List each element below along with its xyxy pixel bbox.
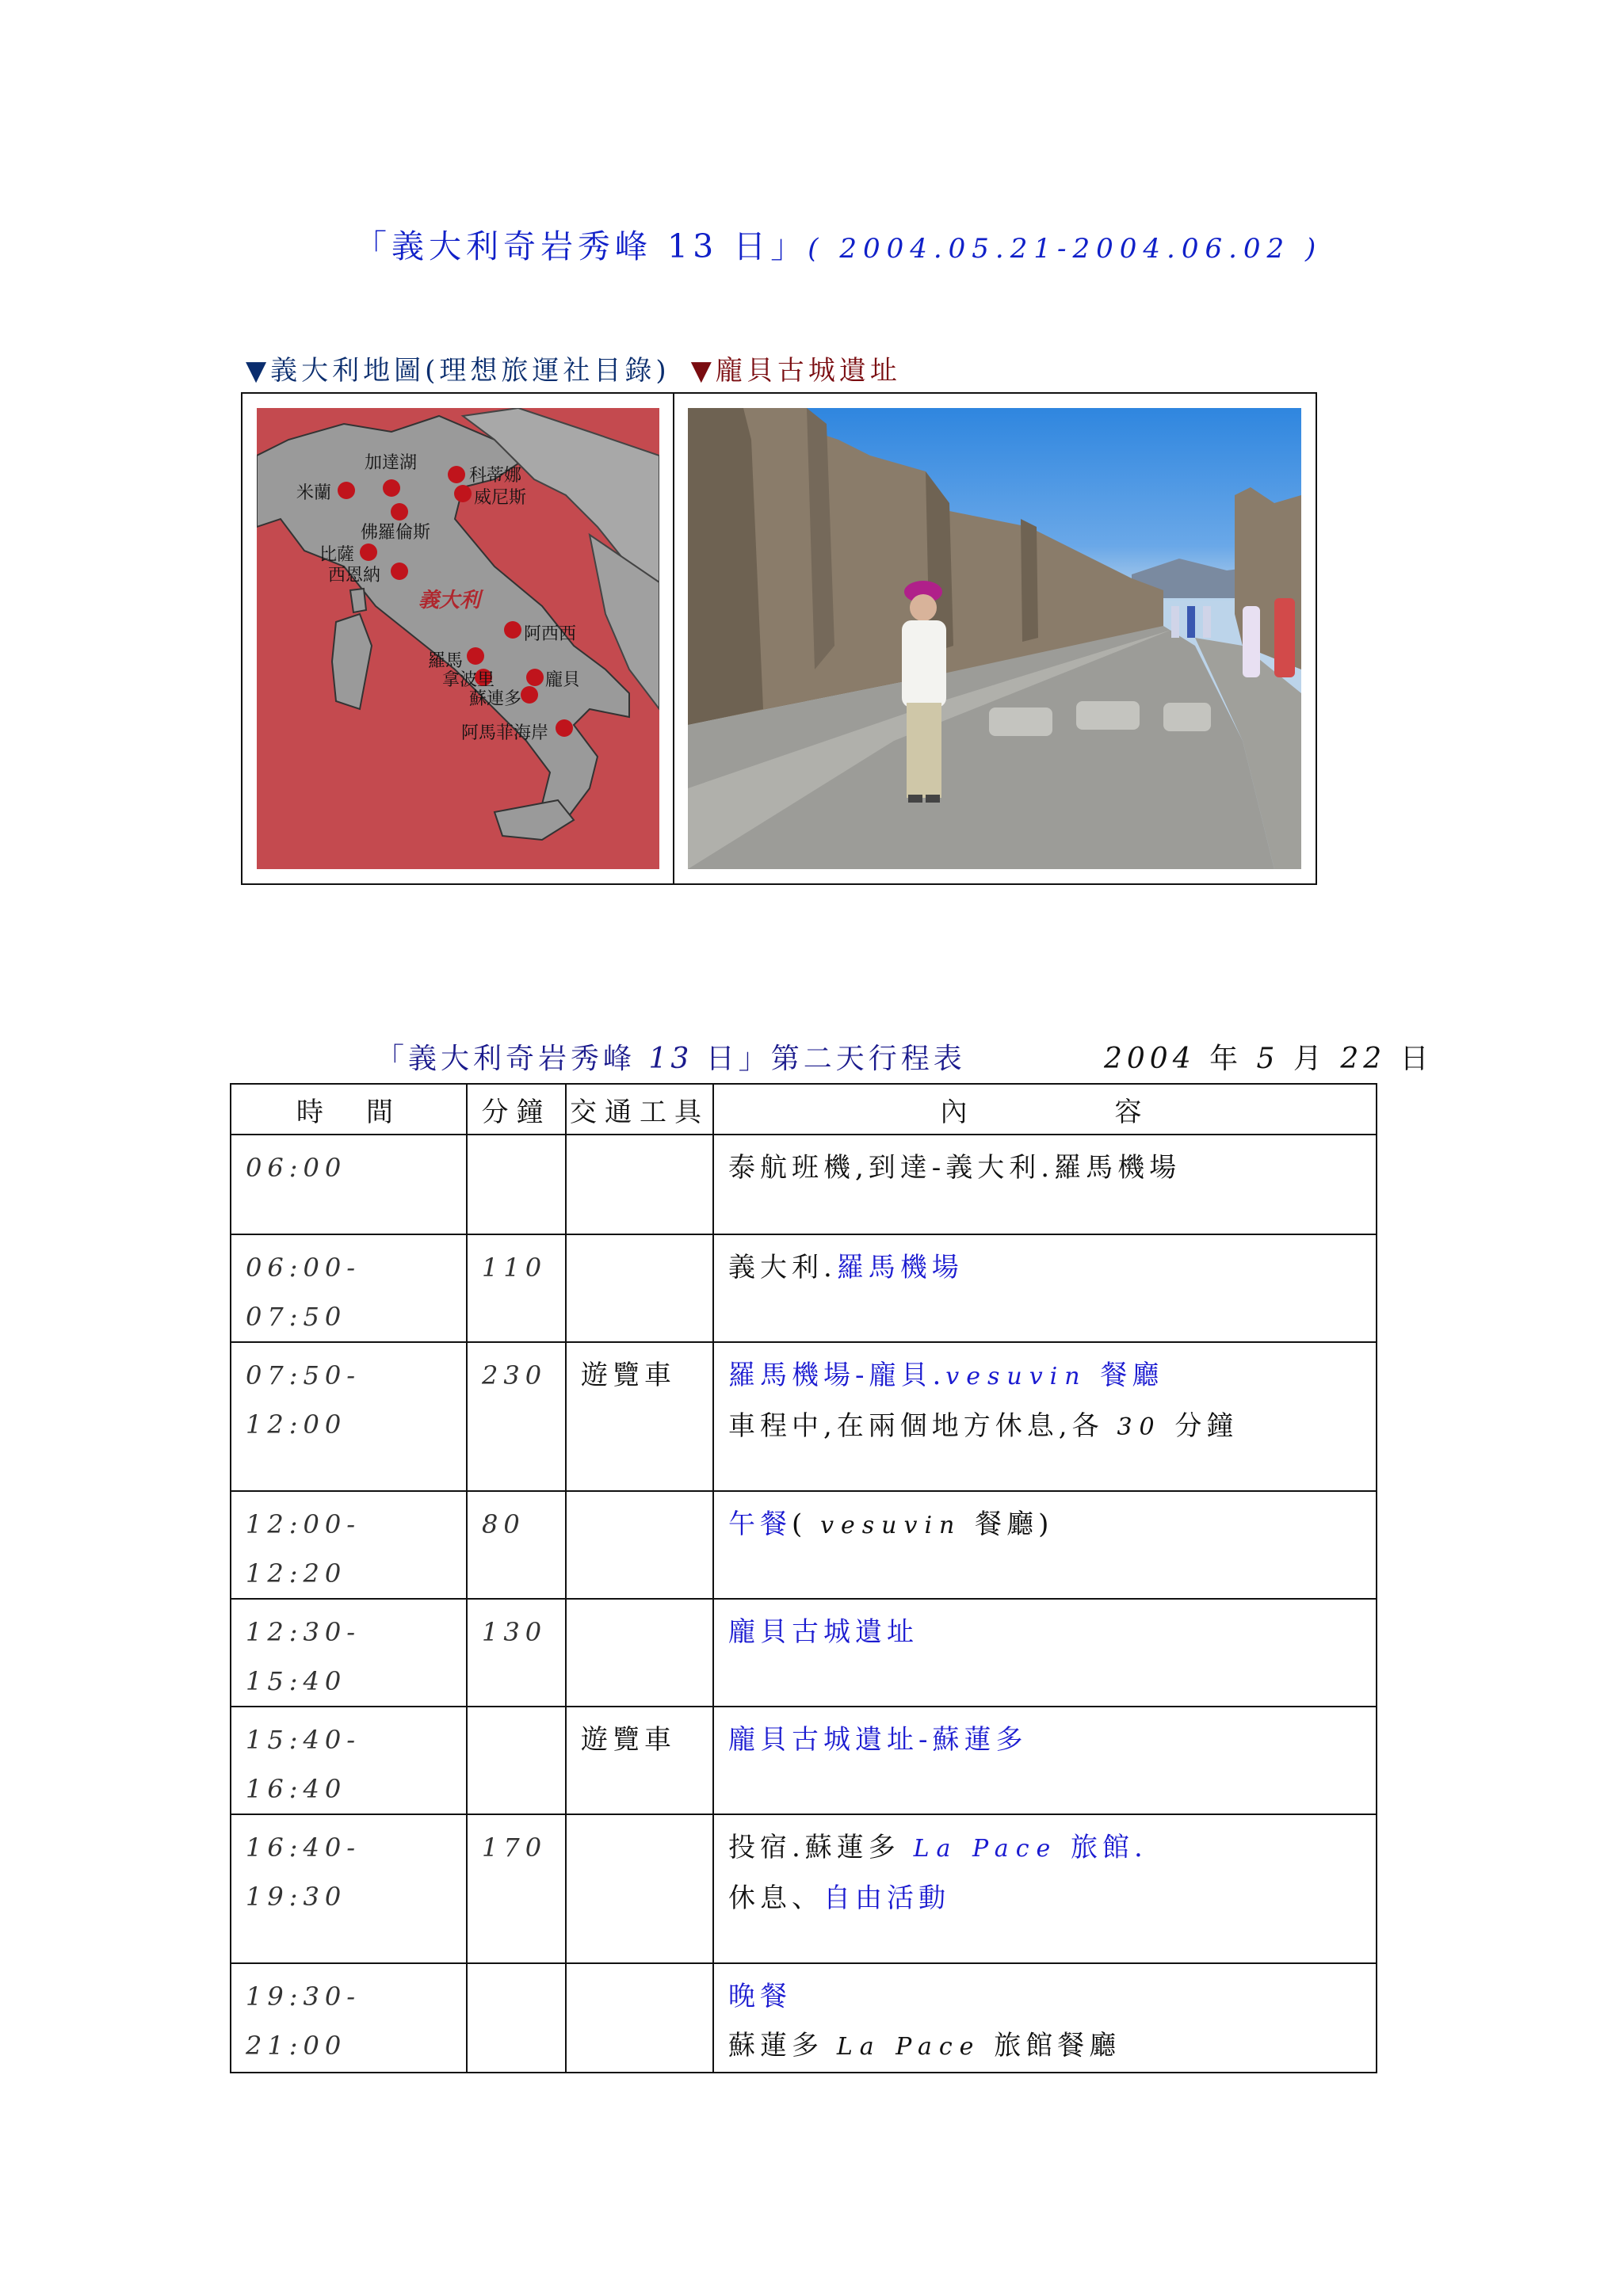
row-minutes-cell xyxy=(467,1342,566,1491)
row-transport-cell xyxy=(566,1707,713,1814)
row-content-cell xyxy=(713,1234,1377,1342)
row-transport-cell xyxy=(566,1135,713,1234)
city-label: 阿馬菲海岸 xyxy=(461,723,549,743)
schedule-row xyxy=(231,1814,1377,1963)
map-country-label: 義大利 xyxy=(418,589,481,612)
date-year-unit: 年 xyxy=(1195,1043,1257,1075)
row-time: 15:40-16:40 xyxy=(246,1725,361,1804)
row-content-cell xyxy=(713,1814,1377,1963)
map-caption: ▼義大利地圖(理想旅運社目錄) xyxy=(246,355,670,387)
row-minutes: 110 xyxy=(482,1253,548,1283)
row-transport-cell xyxy=(566,1599,713,1707)
content-line xyxy=(728,1823,1361,1874)
row-minutes xyxy=(468,1964,565,1972)
row-content xyxy=(714,1343,1376,1452)
photo-frame xyxy=(241,392,1317,885)
row-content xyxy=(714,1235,1376,1292)
city-label: 羅馬 xyxy=(428,651,464,671)
content-line xyxy=(728,1608,1361,1657)
content-segment: 旅館. xyxy=(1057,1832,1148,1863)
row-transport xyxy=(567,1815,712,1823)
row-time-cell xyxy=(231,1234,467,1342)
content-line xyxy=(728,1715,1361,1764)
city-label: 比薩 xyxy=(319,545,355,565)
content-segment: 龐貝古城遺址-蘇蓮多 xyxy=(728,1724,1028,1756)
row-content-cell xyxy=(713,1135,1377,1234)
row-transport: 遊覽車 xyxy=(581,1724,676,1756)
row-transport-cell xyxy=(566,1342,713,1491)
row-minutes-cell xyxy=(467,1599,566,1707)
row-time: 12:30-15:40 xyxy=(246,1617,361,1696)
row-transport xyxy=(567,1135,712,1143)
row-content xyxy=(714,1707,1376,1764)
row-transport: 遊覽車 xyxy=(581,1360,676,1391)
row-minutes-cell xyxy=(467,1234,566,1342)
row-transport xyxy=(567,1235,712,1243)
photo-caption: ▼龐貝古城遺址 xyxy=(690,355,901,387)
header-minutes: 分鐘 xyxy=(467,1084,566,1135)
row-time-cell xyxy=(231,1707,467,1814)
content-line xyxy=(728,1143,1361,1192)
content-line xyxy=(728,1243,1361,1292)
date-month: 5 xyxy=(1256,1043,1280,1075)
row-content xyxy=(714,1492,1376,1550)
row-transport-cell xyxy=(566,1234,713,1342)
schedule-title-number: 13 xyxy=(648,1043,693,1075)
italy-map xyxy=(257,408,659,869)
row-minutes-cell xyxy=(467,1963,566,2073)
city-label: 佛羅倫斯 xyxy=(361,523,431,543)
row-content-cell xyxy=(713,1963,1377,2073)
content-line xyxy=(728,1874,1361,1923)
header-content: 內 容 xyxy=(713,1084,1377,1135)
header-transport: 交通工具 xyxy=(566,1084,713,1135)
content-line xyxy=(728,2021,1361,2072)
city-label: 龐貝 xyxy=(545,670,581,690)
schedule-title-suffix: 日」第二天行程表 xyxy=(693,1043,966,1075)
content-segment: 蘇蓮多 xyxy=(728,2030,837,2061)
title-dates: ( 2004.05.21-2004.06.02 ) xyxy=(808,233,1323,265)
pompeii-photo xyxy=(688,408,1301,869)
content-line xyxy=(728,1500,1361,1550)
content-segment: ( xyxy=(792,1508,821,1540)
row-transport-cell xyxy=(566,1491,713,1599)
row-transport-cell xyxy=(566,1814,713,1963)
row-time-cell xyxy=(231,1491,467,1599)
row-minutes-cell xyxy=(467,1491,566,1599)
content-segment: 旅館餐廳 xyxy=(980,2030,1121,2061)
content-segment: 分鐘 xyxy=(1161,1410,1239,1442)
row-time-cell xyxy=(231,1599,467,1707)
city-label: 蘇連多 xyxy=(469,689,522,709)
content-segment: 羅馬機場-龐貝. xyxy=(728,1360,946,1391)
pompeii-street-image xyxy=(688,408,1301,869)
schedule-row xyxy=(231,1491,1377,1599)
content-segment: 自由活動 xyxy=(823,1882,950,1914)
date-year: 2004 xyxy=(1104,1043,1196,1075)
row-minutes xyxy=(468,1707,565,1715)
schedule-row xyxy=(231,1135,1377,1234)
row-content xyxy=(714,1600,1376,1657)
document-title xyxy=(354,220,1322,267)
row-content xyxy=(714,1964,1376,2072)
content-line xyxy=(728,1351,1361,1402)
content-line xyxy=(728,1402,1361,1452)
row-minutes-cell xyxy=(467,1707,566,1814)
row-time: 12:00-12:20 xyxy=(246,1509,361,1589)
row-time-cell xyxy=(231,1814,467,1963)
row-content-cell xyxy=(713,1707,1377,1814)
row-minutes: 80 xyxy=(482,1509,525,1539)
city-label: 米蘭 xyxy=(296,483,332,503)
content-segment: La Pace xyxy=(836,2033,981,2061)
row-minutes xyxy=(468,1135,565,1143)
schedule-table xyxy=(230,1083,1377,2073)
row-time: 06:00-07:50 xyxy=(246,1253,361,1332)
schedule-title-prefix: 「義大利奇岩秀峰 xyxy=(376,1043,649,1075)
schedule-row xyxy=(231,1234,1377,1342)
schedule-row xyxy=(231,1707,1377,1814)
row-minutes-cell xyxy=(467,1135,566,1234)
content-segment: 30 xyxy=(1117,1413,1162,1441)
date-day-unit: 日 xyxy=(1386,1043,1434,1075)
row-time: 16:40-19:30 xyxy=(246,1833,361,1912)
row-content xyxy=(714,1815,1376,1923)
content-segment: La Pace xyxy=(913,1835,1058,1863)
content-segment: 泰航班機,到達-義大利.羅馬機場 xyxy=(728,1152,1182,1184)
content-segment: 投宿.蘇蓮多 xyxy=(728,1832,914,1863)
content-segment: 休息、 xyxy=(728,1882,823,1914)
row-minutes: 170 xyxy=(482,1833,548,1863)
city-label: 拿波里 xyxy=(442,670,495,690)
content-segment: 龐貝古城遺址 xyxy=(728,1616,918,1648)
city-label: 西恩納 xyxy=(328,566,381,585)
header-time: 時 間 xyxy=(231,1084,467,1135)
row-content xyxy=(714,1135,1376,1192)
content-segment: 午餐 xyxy=(728,1508,792,1540)
schedule-date xyxy=(1104,1036,1434,1077)
row-time: 19:30-21:00 xyxy=(246,1981,361,2061)
city-label: 科蒂娜 xyxy=(469,466,522,486)
row-time-cell xyxy=(231,1135,467,1234)
content-segment: vesuvin xyxy=(945,1363,1087,1390)
row-transport-cell xyxy=(566,1963,713,2073)
row-transport xyxy=(567,1964,712,1972)
schedule-title xyxy=(376,1036,966,1077)
row-content-cell xyxy=(713,1599,1377,1707)
row-time-cell xyxy=(231,1963,467,2073)
row-transport xyxy=(567,1600,712,1608)
date-day: 22 xyxy=(1340,1043,1387,1075)
content-segment: 餐廳) xyxy=(961,1508,1054,1540)
italy-map-shape xyxy=(257,408,659,869)
schedule-row xyxy=(231,1599,1377,1707)
title-text: 「義大利奇岩秀峰 13 日」 xyxy=(354,227,808,265)
content-segment: 晚餐 xyxy=(728,1981,792,2012)
date-month-unit: 月 xyxy=(1279,1043,1341,1075)
content-segment: 車程中,在兩個地方休息,各 xyxy=(728,1410,1117,1442)
content-segment: 羅馬機場 xyxy=(836,1252,964,1283)
schedule-row xyxy=(231,1963,1377,2073)
photo-captions xyxy=(246,349,901,387)
row-time: 06:00 xyxy=(246,1153,347,1183)
content-segment: vesuvin xyxy=(820,1512,962,1539)
frame-divider xyxy=(673,394,674,883)
row-time-cell xyxy=(231,1342,467,1491)
row-minutes: 130 xyxy=(482,1617,548,1647)
row-minutes-cell xyxy=(467,1814,566,1963)
row-content-cell xyxy=(713,1342,1377,1491)
city-label: 阿西西 xyxy=(524,624,577,644)
content-segment: 餐廳 xyxy=(1086,1360,1164,1391)
schedule-body xyxy=(231,1135,1377,2073)
city-label: 威尼斯 xyxy=(474,488,527,508)
schedule-row xyxy=(231,1342,1377,1491)
row-transport xyxy=(567,1492,712,1500)
row-time: 07:50-12:00 xyxy=(246,1360,361,1440)
row-minutes: 230 xyxy=(482,1360,548,1390)
row-content-cell xyxy=(713,1491,1377,1599)
content-line xyxy=(728,1972,1361,2021)
content-segment: 義大利. xyxy=(728,1252,837,1283)
schedule-header-row xyxy=(231,1084,1377,1135)
city-label: 加達湖 xyxy=(365,453,418,473)
